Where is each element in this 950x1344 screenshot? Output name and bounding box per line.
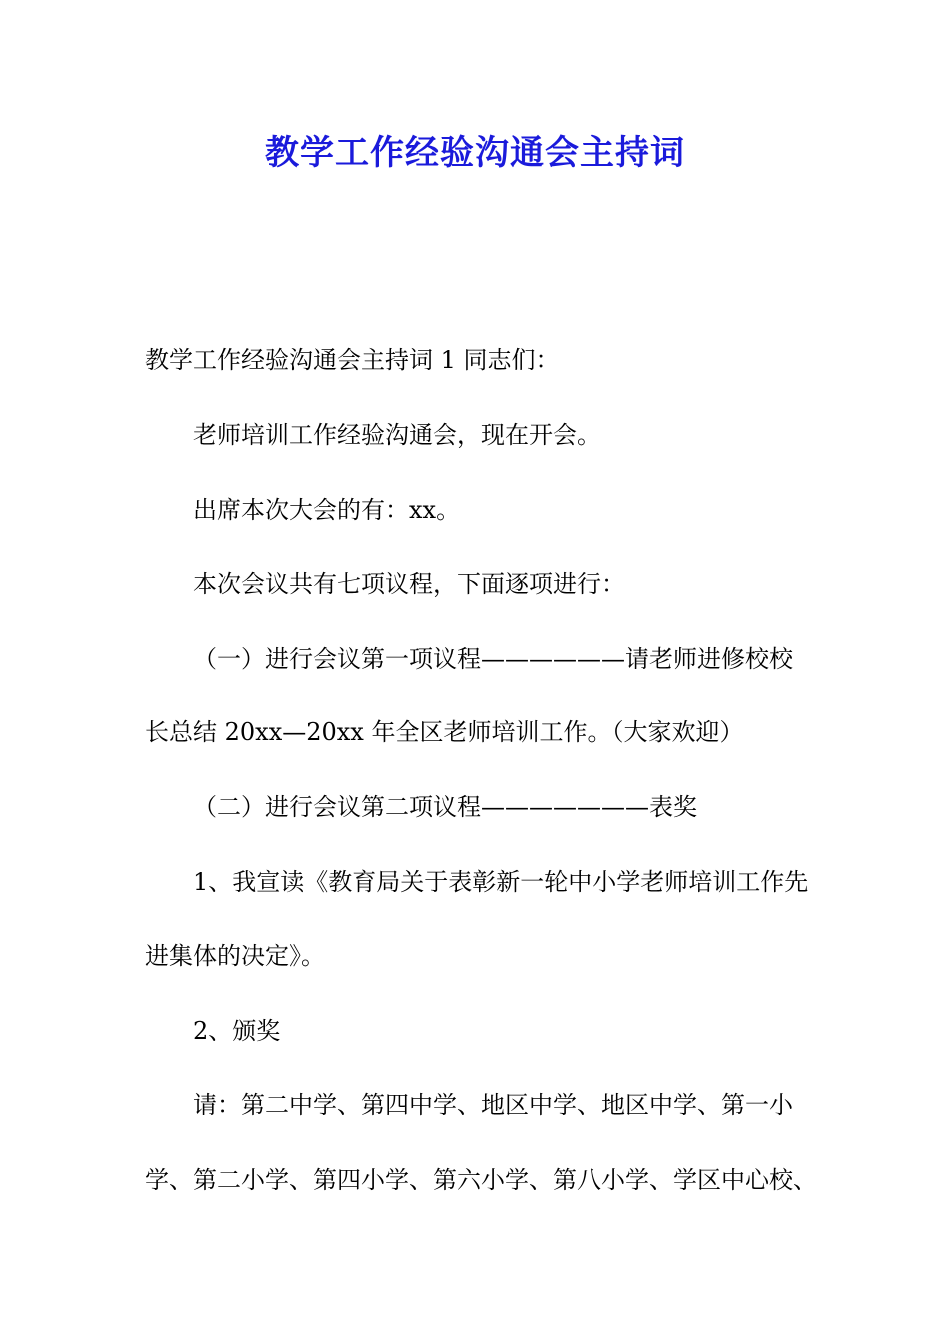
- document-title: 教学工作经验沟通会主持词: [265, 133, 685, 173]
- paragraph-line: （二）进行会议第二项议程———————表奖: [193, 793, 697, 821]
- paragraph-line: 2、颁奖: [193, 1017, 281, 1045]
- paragraph-line: 老师培训工作经验沟通会，现在开会。: [193, 421, 601, 449]
- paragraph-line: 长总结 20xx—20xx 年全区老师培训工作。（大家欢迎）: [145, 718, 744, 746]
- paragraph-line: 本次会议共有七项议程，下面逐项进行：: [193, 570, 625, 598]
- paragraph-line: 进集体的决定》。: [145, 942, 325, 970]
- paragraph-line: 教学工作经验沟通会主持词 1 同志们：: [145, 346, 560, 374]
- paragraph-line: 1、我宣读《教育局关于表彰新一轮中小学老师培训工作先: [193, 868, 809, 896]
- paragraph-line: 学、第二小学、第四小学、第六小学、第八小学、学区中心校、: [145, 1166, 817, 1194]
- paragraph-line: 出席本次大会的有：xx。: [193, 496, 461, 524]
- paragraph-line: 请：第二中学、第四中学、地区中学、地区中学、第一小: [193, 1091, 793, 1119]
- paragraph-line: （一）进行会议第一项议程——————请老师进修校校: [193, 645, 793, 673]
